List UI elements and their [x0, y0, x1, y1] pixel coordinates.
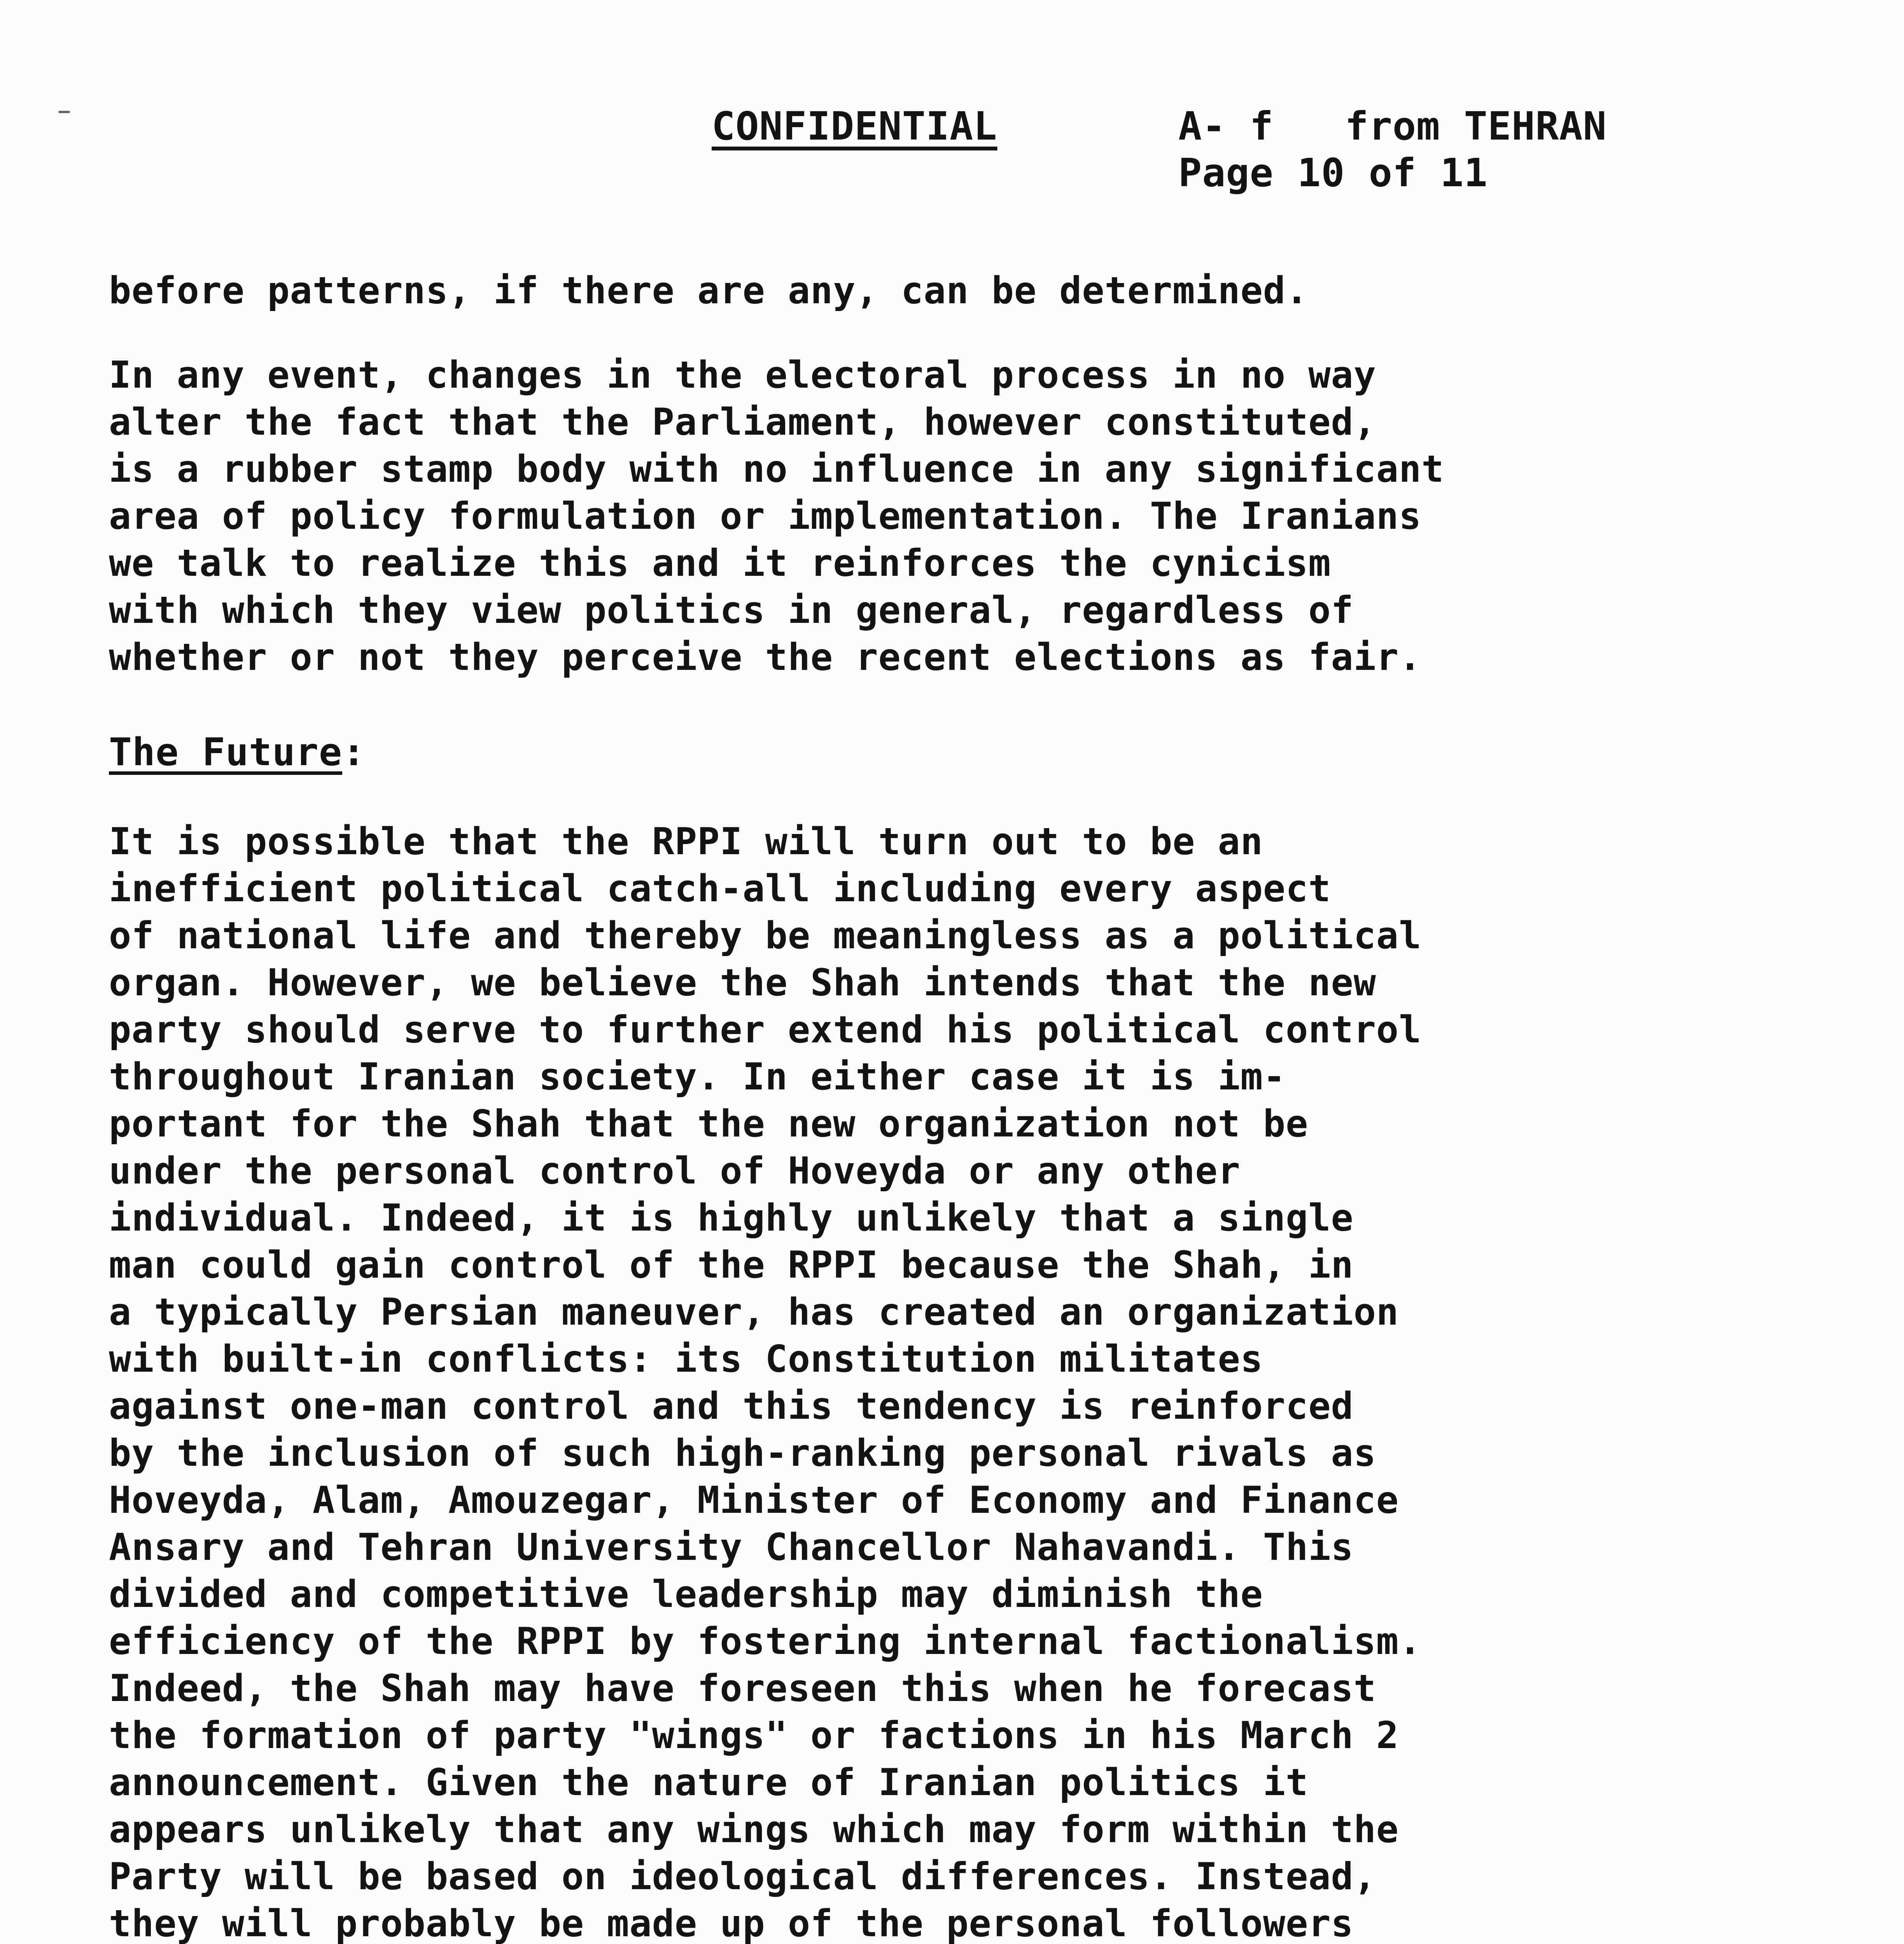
classification-marking: CONFIDENTIAL — [712, 103, 998, 149]
paragraph-1: before patterns, if there are any, can be determined. — [109, 269, 1309, 312]
airgram-number: A- f — [1178, 103, 1274, 149]
page-indicator: Page 10 of 11 — [1178, 150, 1488, 196]
paragraph-3: It is possible that the RPPI will turn out to be an inefficient political catch-all including every aspect of national life and thereby be meaningless as a political organ. However, we believe the Shah intends that the new party should serve to further extend his political control throughout Iranian society. In either case it is im- portant for the Shah that the new organization not be under the personal control of Hoveyda or any other individual. Indeed, it is highly unlikely that a single man could gain control of the RPPI because the Shah, in a typically Persian maneuver, has created an organization with built-in conflicts: its Constitution militates against one-man control and this tendency is reinforced by the inclusion of such high-ranking personal rivals as Hoveyda, Alam, Amouzegar, Minister of Economy and Finance Ansary and Tehran University Chancellor Nahavandi. This divided and competitive leadership may diminish the efficiency of the RPPI by fostering internal factionalism. Indeed, the Shah may have foreseen this when he forecast the formation of party "wings" or factions in his March 2 announcement. Given the nature of Iranian politics it appears unlikely that any wings which may form within the Party will be based on ideological differences. Instead, they will probably be made up of the personal followers — [109, 820, 1422, 1944]
scan-speck — [58, 111, 70, 113]
heading-future-label: The Future — [109, 730, 343, 774]
header-source — [1178, 103, 1607, 150]
paragraph-2: In any event, changes in the electoral process in no way alter the fact that the Parliament, however constituted, is a rubber stamp body with no influence in any significant area of policy formulation or implementation. The Iranians we talk to realize this and it reinforces the cynicism with which they view politics in general, regardless of whether or not they perceive the recent elections as fair. — [109, 354, 1444, 679]
heading-future: The Future: — [109, 730, 366, 774]
source-post: from TEHRAN — [1345, 103, 1607, 149]
